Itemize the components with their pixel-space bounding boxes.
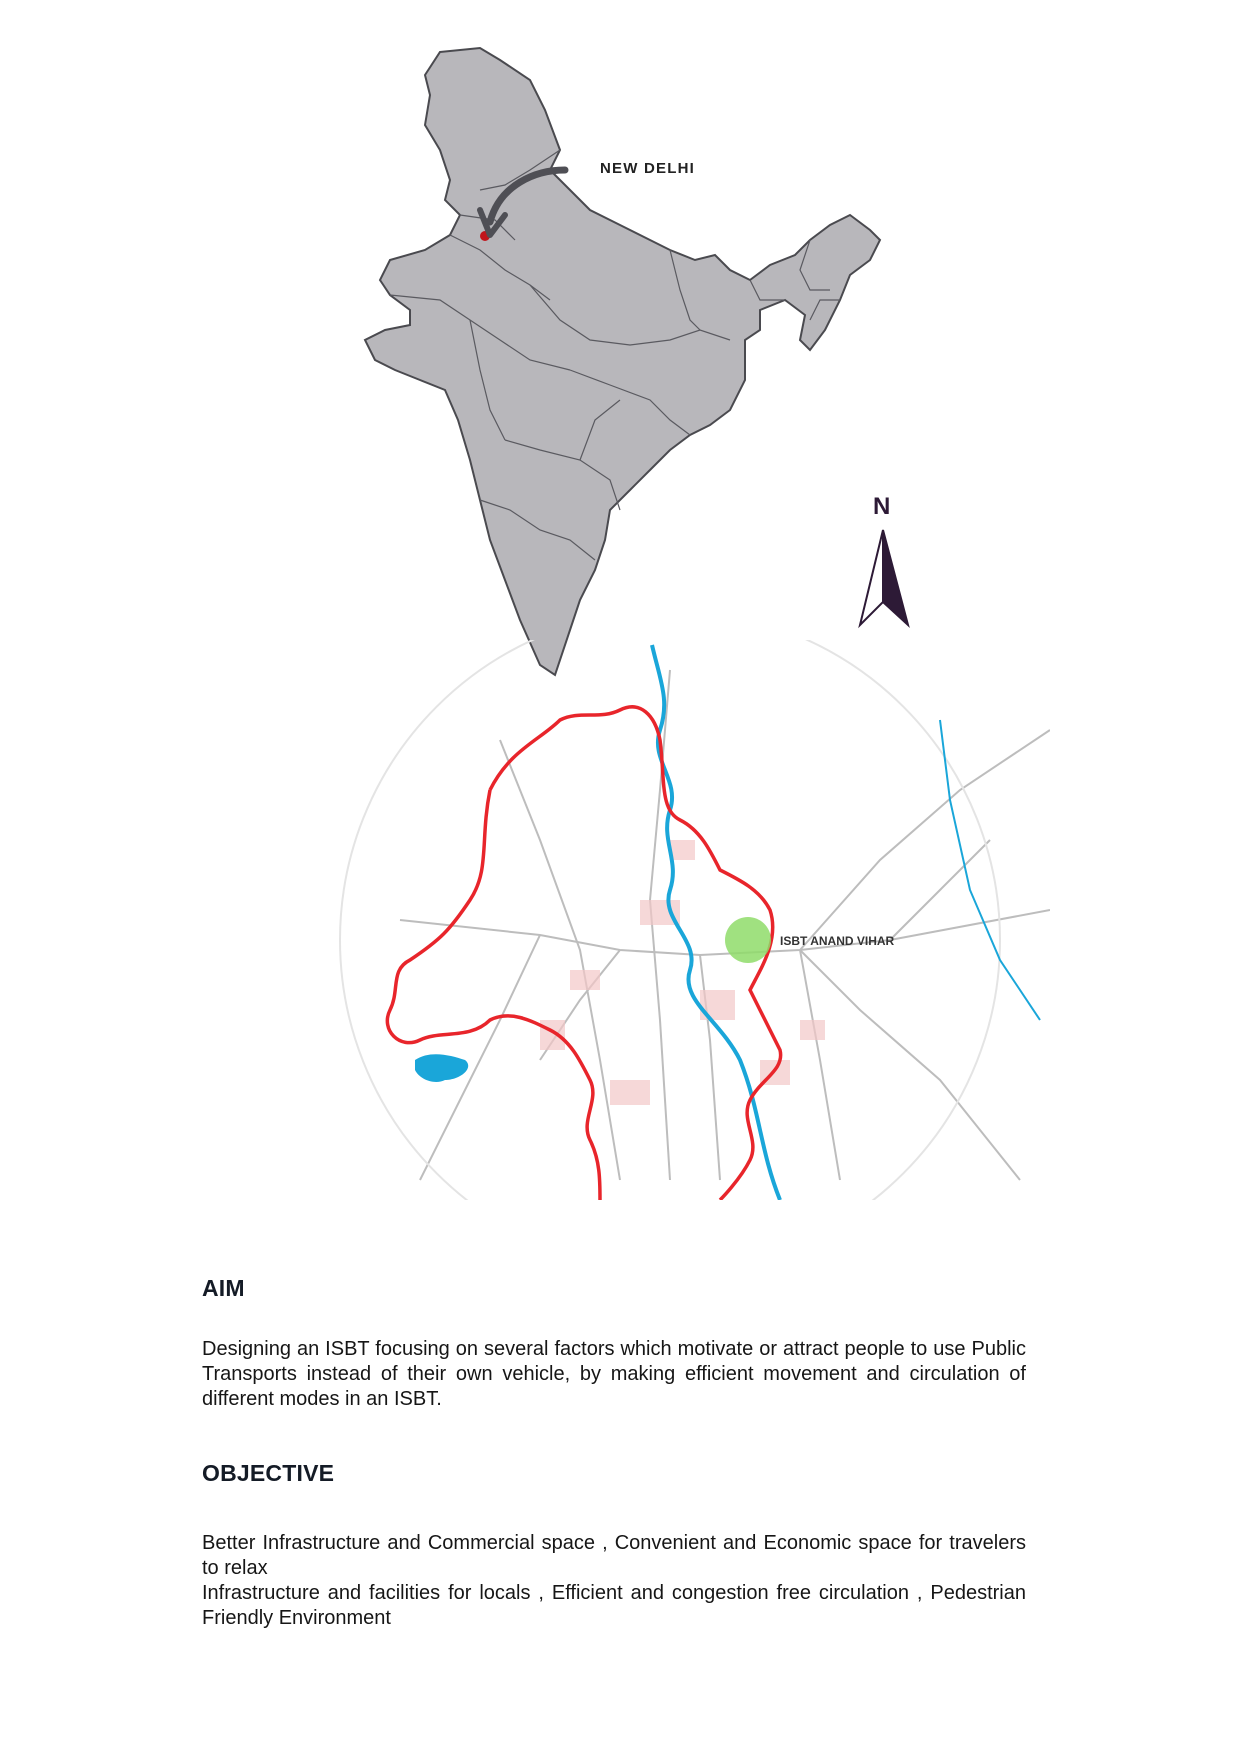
delhi-map [240, 640, 1050, 1200]
india-outline [365, 48, 880, 675]
india-map [330, 40, 900, 680]
roads [400, 670, 1050, 1180]
lake [415, 1054, 468, 1082]
objective-heading: OBJECTIVE [202, 1460, 335, 1486]
river-east [940, 720, 1040, 1020]
aim-heading: AIM [202, 1275, 245, 1301]
isbt-site-marker [725, 917, 771, 963]
aim-paragraph: Designing an ISBT focusing on several factors which motivate or attract people to use Public Transports instead of their own vehicle, by making efficient movement and circulation of different modes in an ISBT. [202, 1338, 1026, 1410]
new-delhi-label: NEW DELHI [600, 160, 695, 177]
objective-paragraph-1: Better Infrastructure and Commercial space , Convenient and Economic space for travelers to relax [202, 1532, 1026, 1579]
north-arrow-icon [860, 530, 883, 625]
objective-paragraph-2: Infrastructure and facilities for locals , Efficient and congestion free circulation , Pedestrian Friendly Environment [202, 1582, 1026, 1629]
isbt-label: ISBT ANAND VIHAR [780, 934, 895, 948]
north-arrow [850, 490, 930, 630]
north-label: N [873, 493, 891, 520]
